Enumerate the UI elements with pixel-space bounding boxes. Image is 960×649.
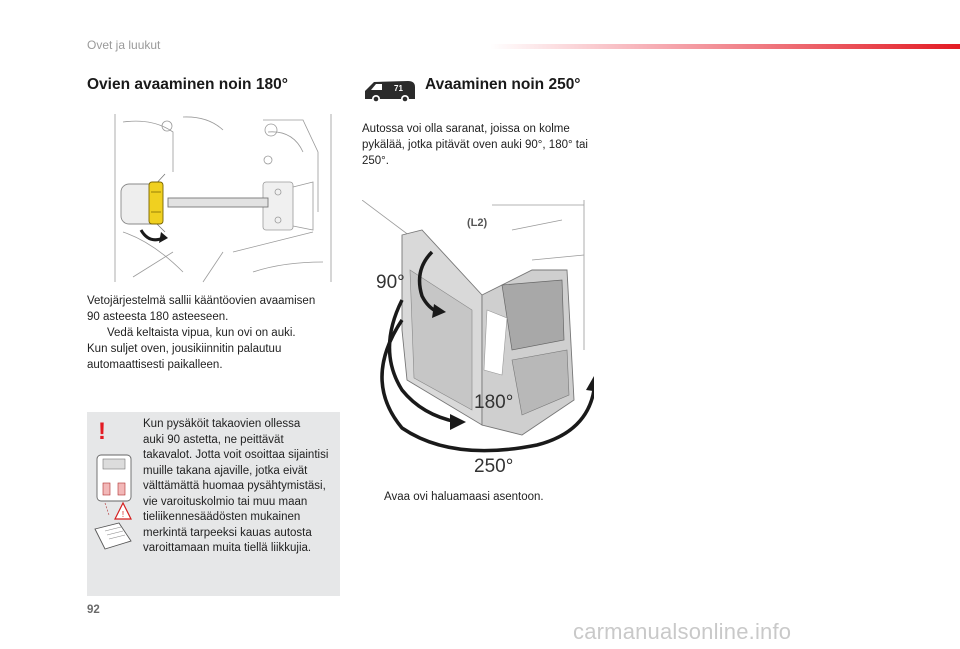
intro-line: Autossa voi olla saranat, joissa on kolme — [362, 123, 570, 135]
bullet-text: Avaa ovi haluamaasi asentoon. — [384, 491, 544, 503]
figure-label-250: 250° — [474, 456, 514, 475]
bullet-icon — [87, 325, 107, 341]
right-intro-text — [362, 121, 602, 169]
rear-door-opening-illustration — [362, 200, 594, 475]
right-bullet-item — [362, 491, 544, 503]
page-number: 92 — [87, 604, 100, 616]
left-section-heading: Ovien avaaminen noin 180° — [87, 76, 288, 93]
warning-exclamation-icon: ! — [98, 418, 106, 445]
intro-line: pykälää, jotka pitävät oven auki 90°, 180° tai — [362, 139, 588, 151]
bullet-text: Vedä keltaista vipua, kun ovi on auki. — [107, 327, 296, 339]
bullet-item — [87, 325, 337, 341]
figure-label-180: 180° — [474, 392, 514, 413]
body-line: Vetojärjestelmä sallii kääntöovien avaamisen — [87, 295, 316, 307]
warning-line: merkintä tarpeeksi kauas autosta — [143, 526, 312, 539]
bullet-icon — [362, 491, 384, 503]
figure-label-90: 90° — [376, 272, 405, 293]
figure-label-variant: (L2) — [467, 217, 488, 229]
warning-triangle-manual-icon — [91, 453, 139, 553]
left-body-text — [87, 293, 337, 373]
warning-line: auki 90 astetta, ne peittävät — [143, 433, 284, 446]
right-section-heading: Avaaminen noin 250° — [425, 76, 581, 93]
section-title: Ovet ja luukut — [87, 38, 161, 52]
watermark: carmanualsonline.info — [573, 619, 792, 644]
intro-line: 250°. — [362, 155, 389, 167]
warning-line: vie varoituskolmio tai muu maan — [143, 495, 308, 508]
warning-line: takavalot. Jotta voit osoittaa sijaintisi — [143, 449, 329, 461]
van-icon-label: 71 — [394, 84, 403, 93]
body-line: 90 asteesta 180 asteeseen. — [87, 311, 229, 323]
warning-line: varoittamaan muita tiellä liikkujia. — [143, 542, 312, 554]
warning-line: tieliikennesäädösten mukainen — [143, 511, 301, 523]
door-stay-illustration — [113, 112, 335, 284]
warning-line: välttämättä huomaa pysähtymistäsi, — [143, 480, 326, 492]
warning-line: Kun pysäköit takaovien ollessa — [143, 418, 301, 430]
body-line: Kun suljet oven, jousikiinnitin palautuu — [87, 343, 282, 355]
warning-line: muille takana ajaville, jotka eivät — [143, 464, 308, 477]
header-accent-bar — [490, 44, 960, 49]
svg-text:!: ! — [121, 510, 125, 519]
van-icon — [362, 77, 418, 105]
warning-text — [143, 417, 339, 557]
body-line: automaattisesti paikalleen. — [87, 359, 223, 371]
